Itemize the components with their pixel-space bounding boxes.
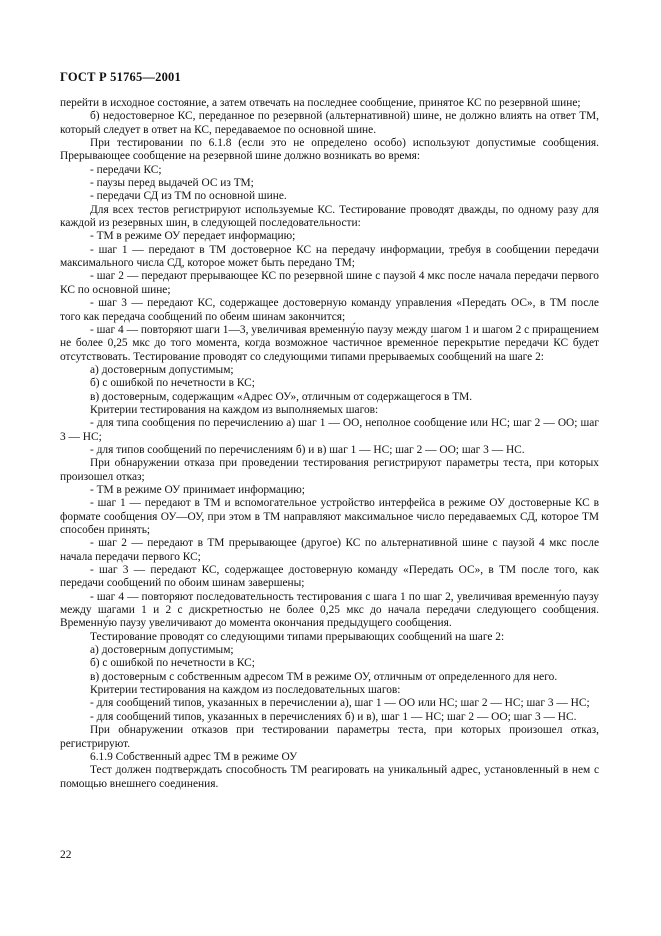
document-body — [60, 97, 599, 791]
standard-header: ГОСТ Р 51765—2001 — [60, 70, 181, 84]
paragraph: - для сообщений типов, указанных в перечислениях б) и в), шаг 1 — НС; шаг 2 — ОО; шаг 3 — НС. — [90, 710, 577, 723]
paragraph: - для сообщений типов, указанных в перечислении а), шаг 1 — ОО или НС; шаг 2 — НС; шаг 3 — НС; — [90, 697, 590, 710]
paragraph: - шаг 4 — повторяют шаги 1—3, увеличивая временну́ю паузу между шагом 1 и шагом 2 с приращением не более 0,25 мкс до того момента, когда возможное частичное временно́е перекрытие передачи КС будет отсутствовать. Тестирование проводят со следующими типами прерываемых сообщений на шаге 2: — [60, 323, 599, 363]
paragraph: - шаг 3 — передают КС, содержащее достоверную команду управления «Передать ОС», в ТМ после того как передача сообщений по обеим шинам закончится; — [60, 297, 599, 323]
paragraph: - передачи КС; — [90, 163, 162, 176]
paragraph: Критерии тестирования на каждом из последовательных шагов: — [90, 684, 401, 697]
paragraph: - ТМ в режиме ОУ передает информацию; — [90, 230, 296, 243]
paragraph: - ТМ в режиме ОУ принимает информацию; — [90, 483, 305, 496]
paragraph: - шаг 1 — передают в ТМ и вспомогательное устройство интерфейса в режиме ОУ достоверные КС в формате сообщения ОУ—ОУ, при этом в ТМ направляют максимальное число передаваемых СД, которое ТМ способен принять; — [60, 497, 599, 536]
paragraph: При обнаружении отказов при тестировании параметры теста, при которых произошел отказ, регистрируют. — [60, 724, 599, 750]
paragraph: в) достоверным с собственным адресом ТМ в режиме ОУ, отличным от определенного для него. — [90, 670, 558, 683]
paragraph: Тест должен подтверждать способность ТМ реагировать на уникальный адрес, установленный в нем с помощью внешнего соединения. — [60, 764, 599, 790]
paragraph: в) достоверным, содержащим «Адрес ОУ», отличным от содержащегося в ТМ. — [90, 390, 473, 403]
paragraph: - шаг 2 — передают в ТМ прерывающее (другое) КС по альтернативной шине с паузой 4 мкс после начала передачи первого КС; — [60, 537, 599, 563]
paragraph: Тестирование проводят со следующими типами прерывающих сообщений на шаге 2: — [90, 630, 505, 643]
paragraph: б) недостоверное КС, переданное по резервной (альтернативной) шине, не должно влиять на ответ ТМ, который следует в ответ на КС, передаваемое по основной шине. — [60, 110, 599, 136]
paragraph: Критерии тестирования на каждом из выполняемых шагов: — [90, 403, 379, 416]
paragraph: При обнаружении отказа при проведении тестирования регистрируют параметры теста, при которых произошел отказ; — [60, 457, 599, 483]
paragraph: а) достоверным допустимым; — [90, 363, 234, 376]
paragraph: - для типов сообщений по перечислениям б) и в) шаг 1 — НС; шаг 2 — ОО; шаг 3 — НС. — [90, 443, 525, 456]
paragraph: б) с ошибкой по нечетности в КС; — [90, 377, 255, 390]
paragraph: При тестировании по 6.1.8 (если это не определено особо) используют допустимые сообщения. Прерывающее сообщение на резервной шине должно возникать во время: — [60, 137, 599, 163]
paragraph: - шаг 4 — повторяют последовательность тестирования с шага 1 по шаг 2, увеличивая временну́ю паузу между шагами 1 и 2 с дискретностью не более 0,25 мкс до начала передачи следующего сообщения. Временну́ю паузу увеличивают до момента окончания предыдущего сообщения. — [60, 590, 599, 630]
paragraph: - паузы перед выдачей ОС из ТМ; — [90, 177, 254, 190]
page-number: 22 — [60, 849, 72, 861]
paragraph: - шаг 2 — передают прерывающее КС по резервной шине с паузой 4 мкс после начала передачи первого КС по основной шине; — [60, 270, 599, 296]
paragraph: Для всех тестов регистрируют используемые КС. Тестирование проводят дважды, по одному разу для каждой из резервных шин, в следующей последовательности: — [60, 203, 599, 230]
paragraph: б) с ошибкой по нечетности в КС; — [90, 657, 255, 670]
paragraph: - шаг 1 — передают в ТМ достоверное КС на передачу информации, требуя в сообщении передачи максимального числа СД, которое может быть передано ТМ; — [60, 243, 599, 270]
paragraph: перейти в исходное состояние, а затем отвечать на последнее сообщение, принятое КС по резервной шине; — [60, 97, 581, 109]
paragraph: - передачи СД из ТМ по основной шине. — [90, 190, 287, 203]
paragraph: а) достоверным допустимым; — [90, 644, 234, 657]
paragraph: 6.1.9 Собственный адрес ТМ в режиме ОУ — [90, 750, 298, 763]
paragraph: - для типа сообщения по перечислению а) шаг 1 — ОО, неполное сообщение или НС; шаг 2 — ОО; шаг 3 — НС; — [60, 417, 599, 443]
paragraph: - шаг 3 — передают КС, содержащее достоверную команду «Передать ОС», в ТМ после того, как передачи сообщений по обоим шинам завершены; — [60, 564, 599, 590]
